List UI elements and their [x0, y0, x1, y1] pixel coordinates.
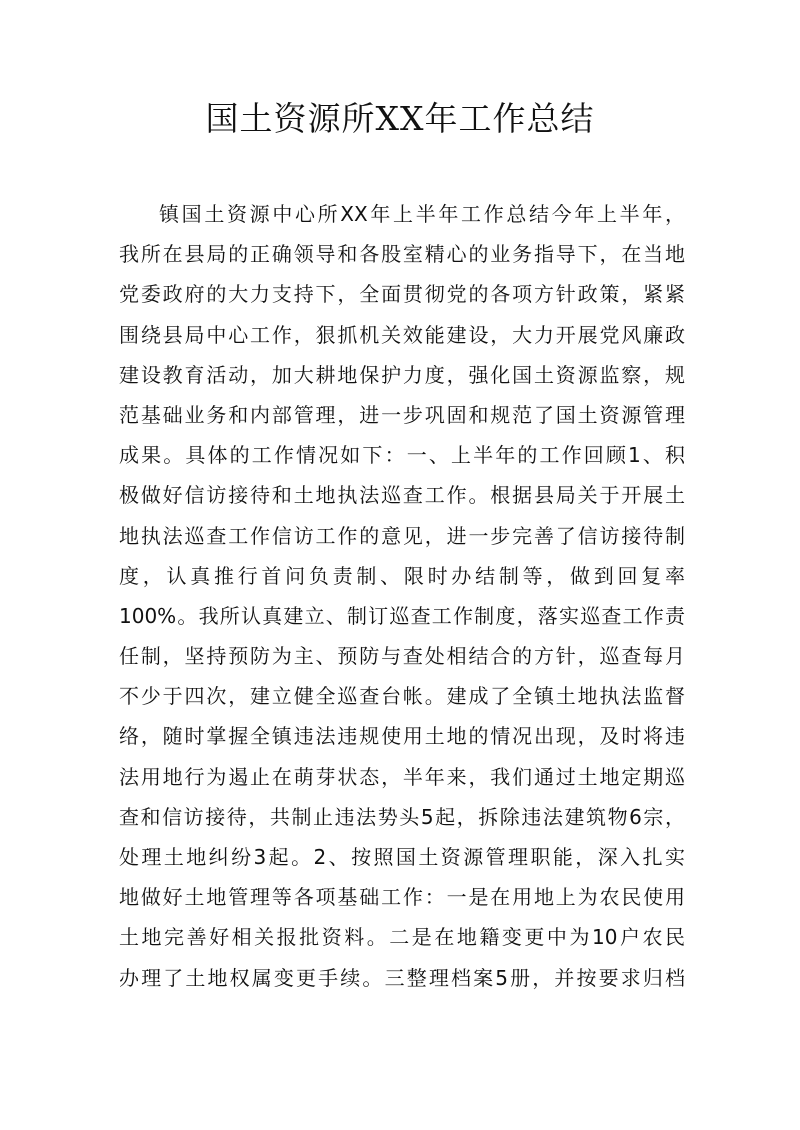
paragraph-line: 查和信访接待，共制止违法势头5起，拆除违法建筑物6宗， [119, 804, 685, 829]
paragraph-line: 极做好信访接待和土地执法巡查工作。根据县局关于开展土 [119, 483, 685, 508]
paragraph-line: 办理了土地权属变更手续。三整理档案5册，并按要求归档 [119, 965, 685, 990]
paragraph-line: 成果。具体的工作情况如下：一、上半年的工作回顾1、积 [119, 443, 685, 468]
document-body [119, 194, 685, 998]
paragraph-line: 我所在县局的正确领导和各股室精心的业务指导下，在当地 [119, 242, 685, 267]
paragraph-line: 不少于四次，建立健全巡查台帐。建成了全镇土地执法监督 [119, 684, 685, 709]
document-title: 国土资源所XX年工作总结 [205, 99, 595, 138]
paragraph-line: 党委政府的大力支持下，全面贯彻党的各项方针政策，紧紧 [119, 282, 685, 307]
paragraph-line: 地做好土地管理等各项基础工作：一是在用地上为农民使用 [119, 885, 685, 910]
paragraph-line: 处理土地纠纷3起。2、按照国土资源管理职能，深入扎实 [119, 845, 685, 869]
paragraph-line: 任制，坚持预防为主、预防与查处相结合的方针，巡查每月 [119, 644, 685, 669]
paragraph-line: 围绕县局中心工作，狠抓机关效能建设，大力开展党风廉政 [119, 322, 685, 347]
paragraph-line: 镇国土资源中心所XX年上半年工作总结今年上半年， [159, 202, 685, 226]
paragraph-line: 法用地行为遏止在萌芽状态，半年来，我们通过土地定期巡 [119, 764, 685, 789]
paragraph-line: 度，认真推行首问负责制、限时办结制等，做到回复率 [119, 563, 685, 588]
paragraph-line: 范基础业务和内部管理，进一步巩固和规范了国土资源管理 [119, 402, 685, 427]
paragraph-line: 络，随时掌握全镇违法违规使用土地的情况出现，及时将违 [119, 724, 685, 749]
paragraph-line: 土地完善好相关报批资料。二是在地籍变更中为10户农民 [119, 925, 685, 950]
paragraph-line: 100%。我所认真建立、制订巡查工作制度，落实巡查工作责 [119, 603, 685, 628]
paragraph-line: 建设教育活动，加大耕地保护力度，强化国土资源监察，规 [119, 362, 685, 387]
paragraph-line: 地执法巡查工作信访工作的意见，进一步完善了信访接待制 [119, 523, 685, 548]
